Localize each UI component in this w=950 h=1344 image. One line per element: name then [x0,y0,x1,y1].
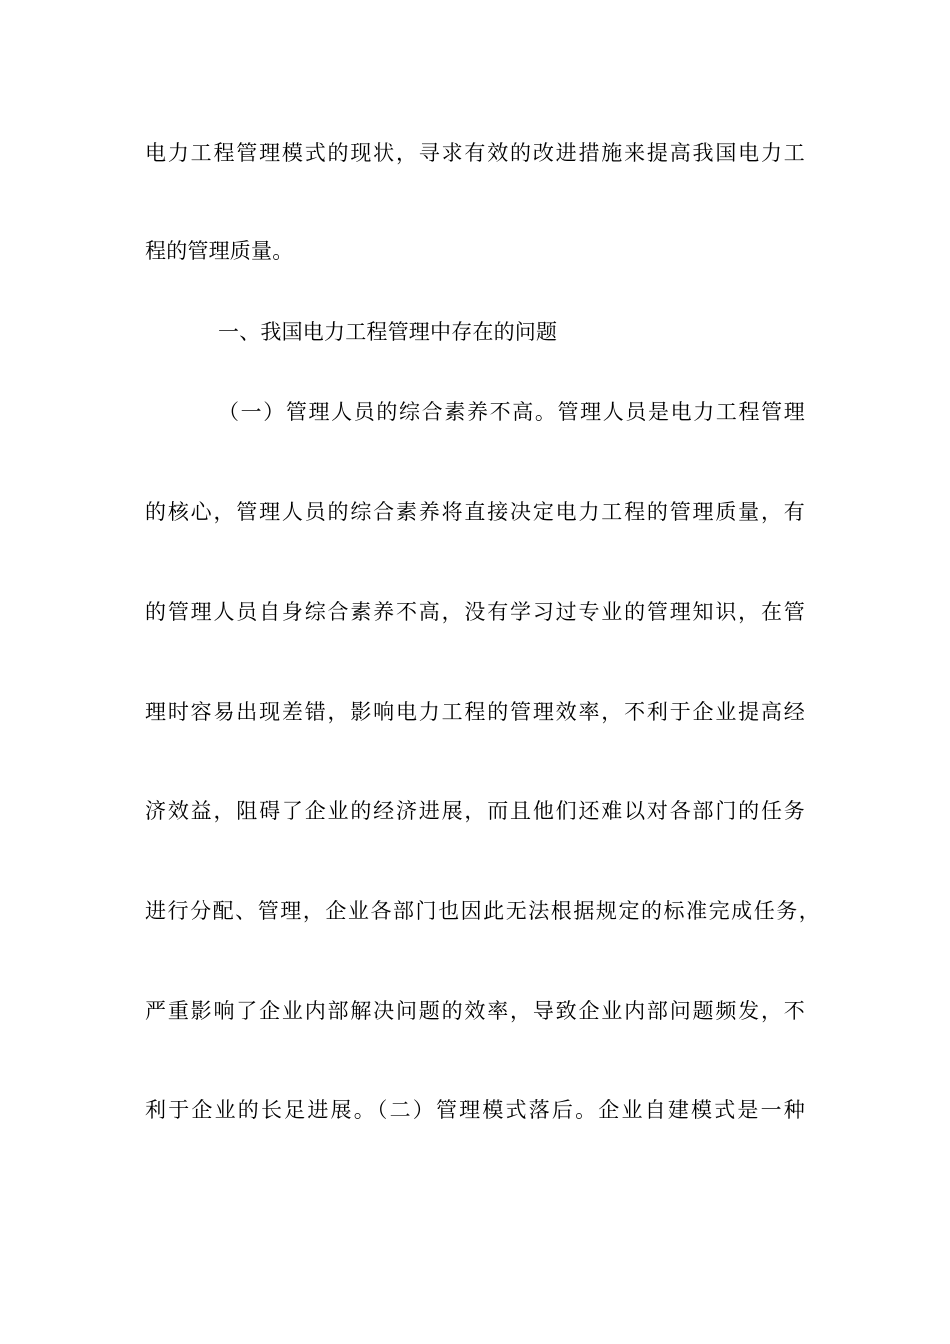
section-heading: 一、我国电力工程管理中存在的问题 [218,320,558,344]
paragraph-line-5: 的管理人员自身综合素养不高，没有学习过专业的管理知识，在管 [145,600,805,624]
paragraph-line-6: 理时容易出现差错，影响电力工程的管理效率，不利于企业提高经 [145,700,805,724]
paragraph-line-7: 济效益，阻碍了企业的经济进展，而且他们还难以对各部门的任务 [145,799,805,823]
paragraph-line-8: 进行分配、管理，企业各部门也因此无法根据规定的标准完成任务， [145,899,820,923]
paragraph-line-4: 的核心，管理人员的综合素养将直接决定电力工程的管理质量，有 [145,500,805,524]
paragraph-line-1: 电力工程管理模式的现状，寻求有效的改进措施来提高我国电力工 [145,141,805,165]
paragraph-line-10: 利于企业的长足进展。（二）管理模式落后。企业自建模式是一种 [145,1098,805,1122]
paragraph-line-3: （一）管理人员的综合素养不高。管理人员是电力工程管理 [218,400,805,424]
paragraph-line-2: 程的管理质量。 [145,239,294,263]
paragraph-line-9: 严重影响了企业内部解决问题的效率，导致企业内部问题频发，不 [145,999,805,1023]
